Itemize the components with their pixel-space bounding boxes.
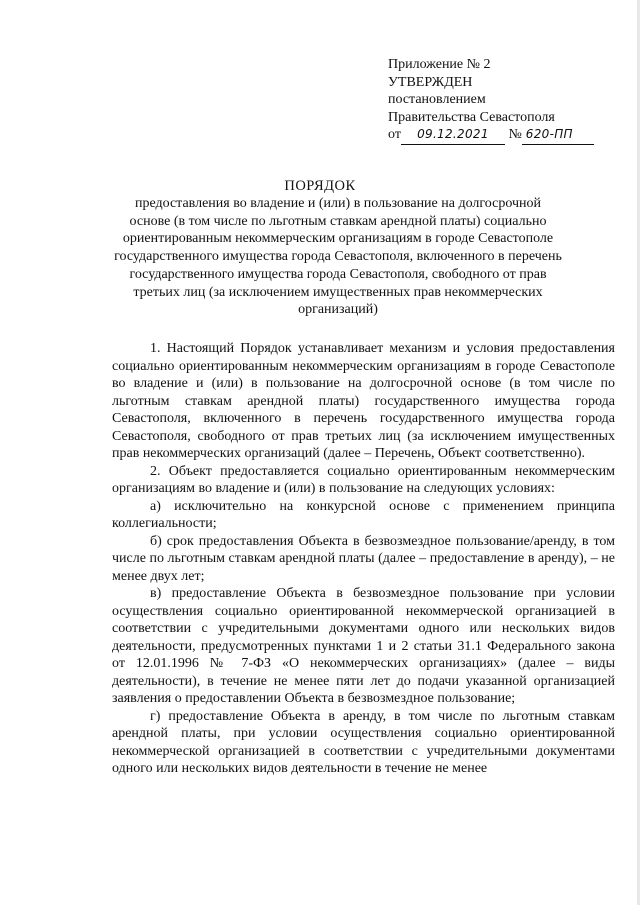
document-body (112, 340, 615, 778)
paragraph-1: 1. Настоящий Порядок устанавливает механизм и условия предоставления социально ориентированным некоммерческим организациям в городе Севастополе во владение и (или) в пользование на долгосрочной основе (в том числе по льготным ставкам арендной платы) государственного имущества города Севастополя, включенного в перечень государственного имущества города Севастополя, свободного от прав третьих лиц (за исключением имущественных прав некоммерческих организаций (далее – Перечень, Объект соответственно). (112, 341, 615, 461)
paragraph-2d: г) предоставление Объекта в аренду, в том числе по льготным ставкам арендной платы, при условии осуществления социально ориентированной некоммерческой организацией в соответствии с учредительными документами одного или нескольких видов деятельности в течение не менее (112, 708, 615, 776)
approval-stamp (388, 56, 618, 145)
document-subtitle (108, 195, 568, 319)
from-prefix: от (388, 127, 401, 142)
paragraph-2: 2. Объект предоставляется социально ориентированным некоммерческим организациям во владение и (или) в пользование на следующих условиях: (112, 463, 615, 496)
paragraph-2a: а) исключительно на конкурсной основе с применением принципа коллегиальности; (112, 498, 615, 531)
approved-label: УТВЕРЖДЕН (388, 74, 473, 90)
subtitle-line: государственного имущества города Севастополя, включенного в перечень (114, 249, 562, 265)
number-prefix: № (508, 127, 522, 142)
appendix-label: Приложение № 2 (388, 57, 491, 72)
document-title: ПОРЯДОК (284, 178, 356, 194)
handwritten-date: 09.12.2021 (401, 126, 505, 145)
paragraph-2c: в) предоставление Объекта в безвозмездное пользование при условии осуществления социально ориентированной некоммерческой организацией в соответствии с учредительными документами одного или нескольких видов деятельности, предусмотренных пунктами 1 и 2 статьи 31.1 Федерального закона от 12.01.1996 № 7-ФЗ «О некоммерческих организациях» (далее – виды деятельности), в течение не менее пяти лет до подачи указанной организацией заявления о предоставлении Объекта в безвозмездное пользование; (112, 586, 615, 706)
subtitle-line: предоставления во владение и (или) в пользование на долгосрочной (134, 196, 542, 211)
subtitle-line: государственного имущества города Севастополя, свободного от прав (129, 266, 547, 282)
paragraph-2b: б) срок предоставления Объекта в безвозмездное пользование/аренду, в том числе по льготным ставкам арендной платы (далее – предоставление в аренду), – не менее двух лет; (112, 533, 615, 584)
subtitle-line: основе (в том числе по льготным ставкам арендной платы) социально (129, 213, 547, 229)
subtitle-line: третьих лиц (за исключением имущественных прав некоммерческих (133, 284, 543, 300)
handwritten-number: 620-ПП (522, 126, 594, 145)
subtitle-line: организаций) (298, 302, 378, 318)
government-label: Правительства Севастополя (388, 109, 555, 125)
decree-date-number (388, 126, 618, 145)
subtitle-line: ориентированным некоммерческим организациям в городе Севастополе (122, 231, 554, 247)
decree-label: постановлением (388, 92, 486, 107)
